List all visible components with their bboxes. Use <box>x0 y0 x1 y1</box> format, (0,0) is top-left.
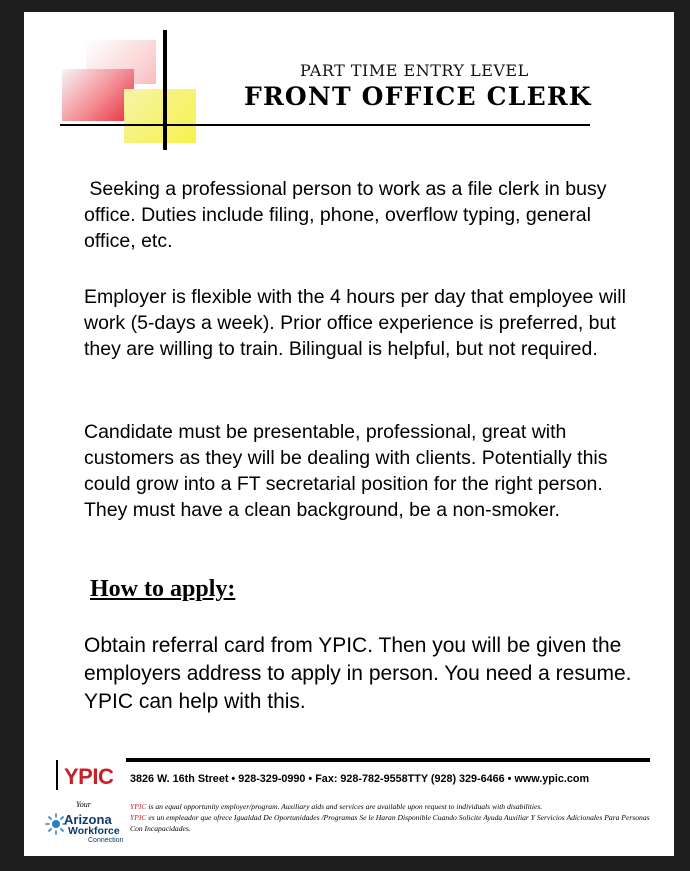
logo-arizona-text: Arizona <box>64 812 112 827</box>
decor-yellow-square <box>124 89 196 143</box>
logo-connection-text: Connection <box>88 837 124 844</box>
logo-your-text: Your <box>76 800 91 809</box>
ypic-logo <box>38 760 124 850</box>
job-subtitle: PART TIME ENTRY LEVEL <box>300 61 529 80</box>
how-to-apply-heading: How to apply: <box>90 576 236 602</box>
disclaimer-english <box>130 802 650 813</box>
disclaimer-brand: YPIC <box>130 813 147 822</box>
how-to-apply-text: Obtain referral card from YPIC. Then you will be given the employers address to apply in person. You need a resume. YPIC can help with this. <box>84 634 632 713</box>
logo-workforce-text: Workforce <box>68 825 120 837</box>
contact-line: 3826 W. 16th Street • 928-329-0990 • Fax: 928-782-9558TTY (928) 329-6466 • www.ypic.com <box>130 773 590 785</box>
disclaimer-brand: YPIC <box>130 802 147 811</box>
logo-bracket <box>56 760 58 790</box>
job-description-paragraph: Seeking a professional person to work as a file clerk in busy office. Duties include filing, phone, overflow typing, general office, etc. <box>84 178 612 252</box>
disclaimer-spanish <box>130 813 650 834</box>
header-vertical-rule <box>163 30 167 150</box>
footer-rule <box>126 758 650 762</box>
schedule-paragraph: Employer is flexible with the 4 hours per day that employee will work (5-days a week). Prior office experience is preferred, but they are willing to train. Bilingual is helpful, but not required. <box>84 286 626 360</box>
disclaimer-english-text: is an equal opportunity employer/program. Auxiliary aids and services are available upon request to individuals with disabilities. <box>146 802 543 811</box>
requirements-paragraph: Candidate must be presentable, professional, great with customers as they will be dealing with clients. Potentially this could grow into a FT secretarial position for the right person. They must have a clean background, be a non-smoker. <box>84 421 608 521</box>
job-title: FRONT OFFICE CLERK <box>244 82 592 111</box>
logo-ypic-text: YPIC <box>64 764 114 789</box>
disclaimer-spanish-text: es un empleador que ofrece Igualdad De Oportunidades /Programas Se le Haran Disponible Cuando Solicite Ayuda Auxiliar Y Servicios Adicionales Para Personas Con Incapacidades. <box>130 813 650 833</box>
header-horizontal-rule <box>60 124 590 126</box>
flyer-page <box>24 12 674 856</box>
